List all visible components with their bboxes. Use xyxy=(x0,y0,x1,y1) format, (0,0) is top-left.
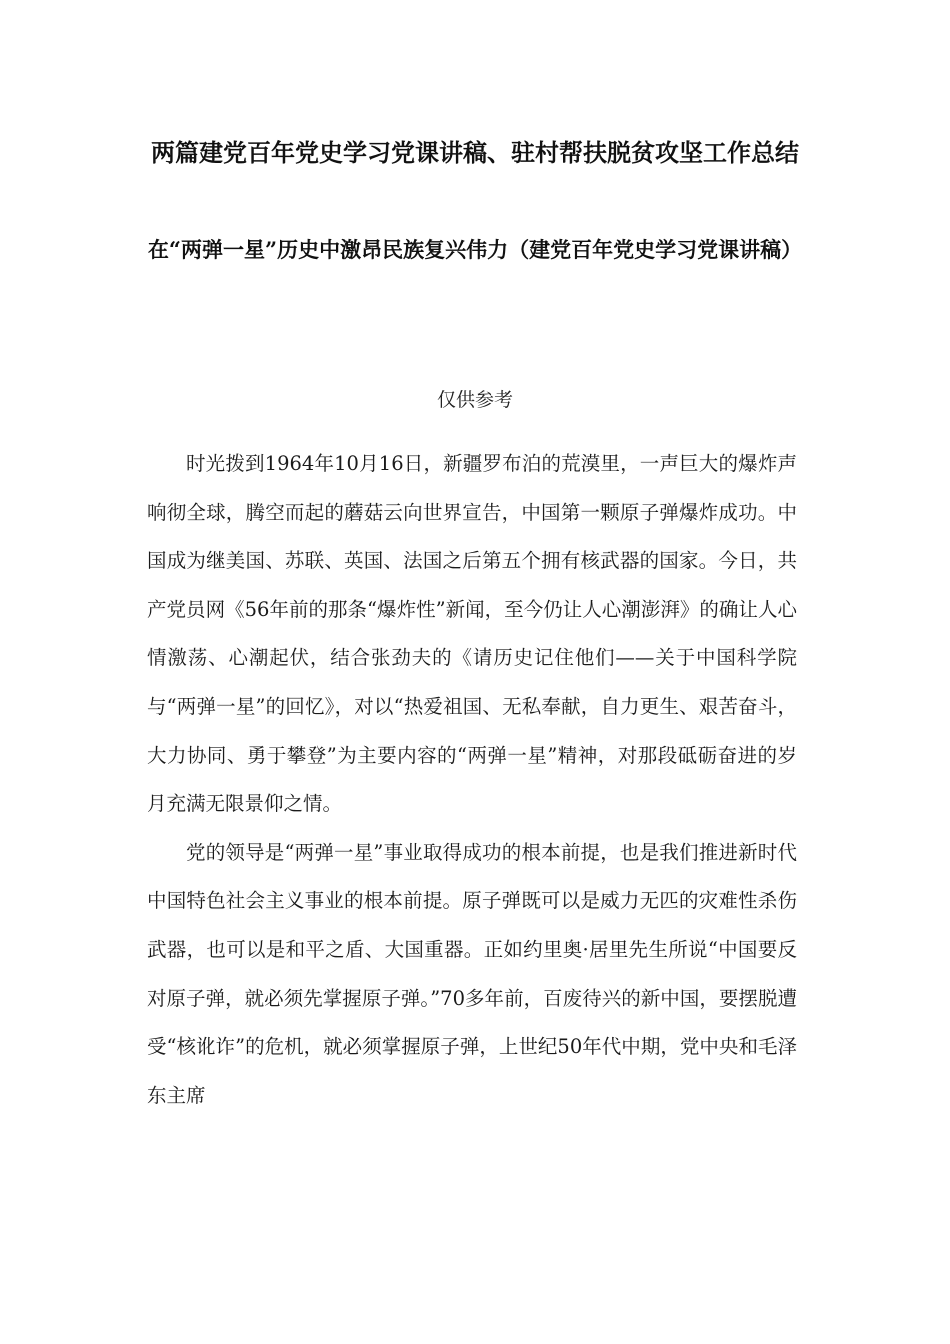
reference-note: 仅供参考 xyxy=(436,389,513,411)
document-title: 两篇建党百年党史学习党课讲稿、驻村帮扶脱贫攻坚工作总结 xyxy=(151,138,799,167)
document-body xyxy=(147,440,797,1120)
document-subtitle: 在“两弹一星”历史中激昂民族复兴伟力（建党百年党史学习党课讲稿） xyxy=(147,237,803,262)
body-paragraph: 时光拨到1964年10月16日，新疆罗布泊的荒漠里，一声巨大的爆炸声响彻全球，腾空而起的蘑菇云向世界宣告，中国第一颗原子弹爆炸成功。中国成为继美国、苏联、英国、法国之后第五个拥有核武器的国家。今日，共产党员网《56年前的那条“爆炸性”新闻，至今仍让人心潮澎湃》的确让人心情激荡、心潮起伏，结合张劲夫的《请历史记住他们——关于中国科学院与“两弹一星”的回忆》，对以“热爱祖国、无私奉献，自力更生、艰苦奋斗，大力协同、勇于攀登”为主要内容的“两弹一星”精神，对那段砥砺奋进的岁月充满无限景仰之情。 xyxy=(147,452,797,816)
body-paragraph: 党的领导是“两弹一星”事业取得成功的根本前提，也是我们推进新时代中国特色社会主义事业的根本前提。原子弹既可以是威力无匹的灾难性杀伤武器，也可以是和平之盾、大国重器。正如约里奥·居里先生所说“中国要反对原子弹，就必须先掌握原子弹。”70多年前，百废待兴的新中国，要摆脱遭受“核讹诈”的危机，就必须掌握原子弹，上世纪50年代中期，党中央和毛泽东主席 xyxy=(147,840,797,1107)
